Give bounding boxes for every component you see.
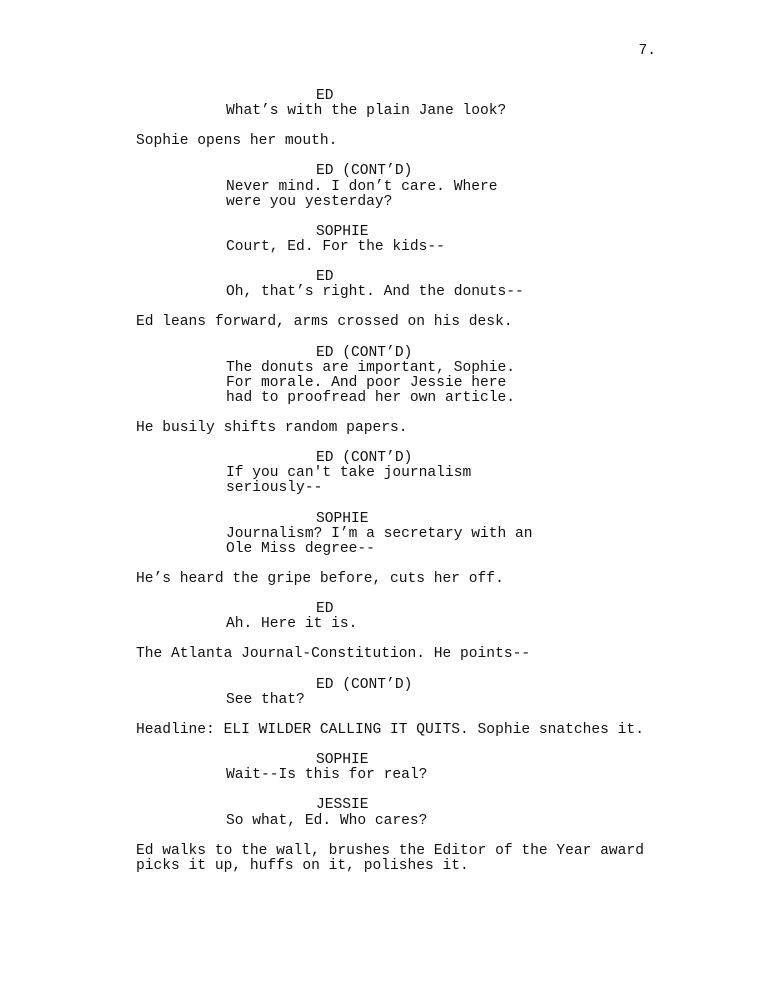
action-line: Sophie opens her mouth. — [136, 133, 338, 150]
dialogue-line: For morale. And poor Jessie here — [226, 374, 507, 391]
action-line: He’s heard the gripe before, cuts her off. — [136, 571, 504, 587]
character-cue: JESSIE — [316, 797, 369, 814]
dialogue-block — [136, 346, 676, 406]
character-cue: ED — [316, 601, 334, 618]
dialogue-line: Oh, that’s right. And the donuts-- — [226, 284, 524, 301]
dialogue-block — [136, 678, 676, 708]
dialogue-block — [136, 602, 676, 632]
character-cue: ED (CONT’D) — [316, 676, 413, 693]
dialogue-line: Journalism? I’m a secretary with an — [226, 525, 533, 542]
character-cue: SOPHIE — [316, 223, 369, 240]
character-cue: ED (CONT’D) — [316, 450, 413, 467]
dialogue-line: Ah. Here it is. — [226, 616, 358, 633]
dialogue-line: So what, Ed. Who cares? — [226, 812, 428, 829]
action-line: The Atlanta Journal-Constitution. He points-- — [136, 646, 531, 663]
dialogue-line: Never mind. I don’t care. Where — [226, 178, 498, 195]
character-cue: SOPHIE — [316, 510, 369, 527]
character-cue: ED (CONT’D) — [316, 163, 413, 180]
dialogue-block — [136, 512, 676, 557]
action-line: Headline: ELI WILDER CALLING IT QUITS. Sophie snatches it. — [136, 721, 644, 738]
dialogue-line: Wait--Is this for real? — [226, 767, 428, 784]
dialogue-block — [136, 89, 676, 119]
dialogue-block — [136, 225, 676, 255]
dialogue-line: Court, Ed. For the kids-- — [226, 238, 445, 255]
dialogue-block — [136, 270, 676, 300]
dialogue-line: seriously-- — [226, 480, 323, 497]
dialogue-block — [136, 753, 676, 783]
dialogue-line: were you yesterday? — [226, 193, 393, 210]
action-line: He busily shifts random papers. — [136, 420, 408, 437]
dialogue-line: The donuts are important, Sophie. — [226, 359, 516, 376]
dialogue-line: Ole Miss degree-- — [226, 540, 375, 557]
dialogue-line: What’s with the plain Jane look? — [226, 103, 507, 120]
dialogue-line: had to proofread her own article. — [226, 389, 516, 406]
script-content — [136, 89, 676, 889]
dialogue-block — [136, 164, 676, 209]
dialogue-line: See that? — [226, 691, 305, 708]
character-cue: SOPHIE — [316, 752, 369, 769]
dialogue-block — [136, 451, 676, 496]
page-number: 7. — [638, 43, 656, 59]
dialogue-line: If you can't take journalism — [226, 465, 472, 482]
dialogue-block — [136, 798, 676, 828]
action-line: Ed walks to the wall, brushes the Editor of the Year award picks it up, huffs on it, polishes it. — [136, 842, 644, 874]
action-line: Ed leans forward, arms crossed on his desk. — [136, 314, 513, 331]
character-cue: ED — [316, 88, 334, 104]
character-cue: ED (CONT’D) — [316, 344, 413, 361]
character-cue: ED — [316, 269, 334, 286]
